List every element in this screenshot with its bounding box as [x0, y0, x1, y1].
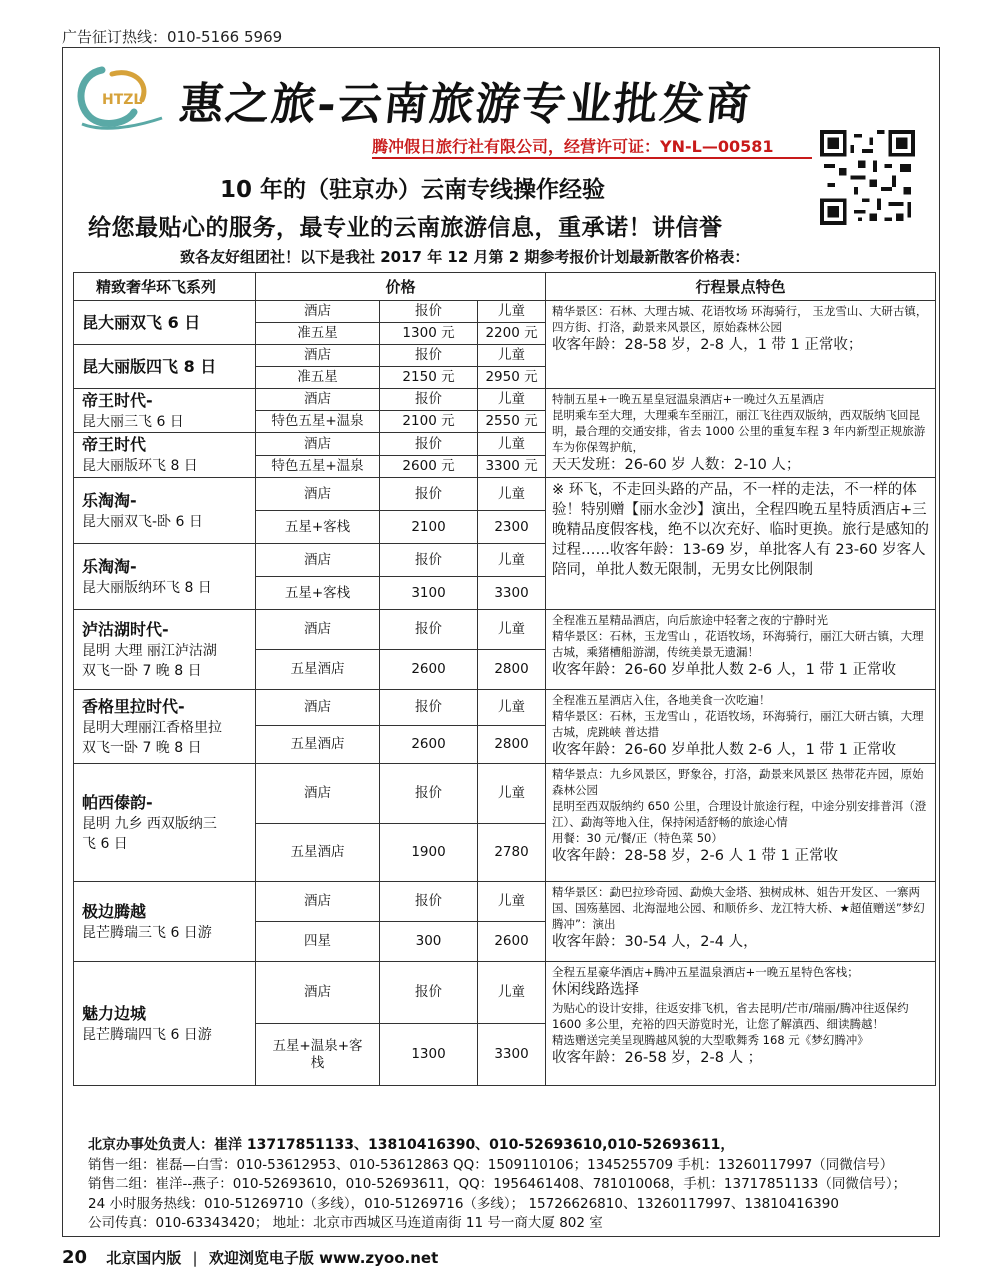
product-name-cell — [74, 345, 256, 389]
label-child: 儿童 — [478, 345, 546, 367]
adult-price: 3100 — [380, 577, 478, 610]
company-logo — [72, 62, 167, 132]
label-child: 儿童 — [478, 690, 546, 726]
product-route: 昆明大理丽江香格里拉 双飞一卧 7 晚 8 日 — [82, 719, 222, 756]
product-name-cell — [74, 433, 256, 478]
features-cell — [546, 610, 936, 690]
hotel-level: 准五星 — [256, 323, 380, 345]
table-row — [74, 610, 936, 650]
child-price: 3300 元 — [478, 456, 546, 478]
feature-line: 为贴心的设计安排，往返安排飞机，省去昆明/芒市/瑞丽/腾冲往返保约 1600 多公里，充裕的四天游览时光，让您了解滇西、细读腾越！ — [552, 1001, 909, 1031]
adult-price: 1900 — [380, 824, 478, 882]
label-hotel: 酒店 — [256, 962, 380, 1024]
product-name: 乐淘淘- — [82, 490, 137, 510]
logo-text: HTZL — [102, 92, 143, 108]
hotel-level: 准五星 — [256, 367, 380, 389]
product-name: 极边腾越 — [82, 901, 147, 921]
feature-age-note: 收客年龄：26-60 岁单批人数 2-6 人，1 带 1 正常收 — [552, 662, 896, 678]
adult-price: 1300 元 — [380, 323, 478, 345]
slogan-service: 给您最贴心的服务，最专业的云南旅游信息，重承诺！讲信誉 — [88, 215, 723, 241]
product-name: 昆大丽版四飞 8 日 — [82, 356, 217, 376]
header-features: 行程景点特色 — [546, 273, 936, 301]
product-name: 帝王时代 — [82, 435, 147, 454]
label-price: 报价 — [380, 882, 478, 922]
hotel-level: 五星酒店 — [256, 726, 380, 764]
product-name-cell — [74, 882, 256, 962]
adult-price: 2600 — [380, 650, 478, 690]
product-name: 帕西傣韵- — [82, 792, 153, 812]
label-price: 报价 — [380, 433, 478, 456]
ad-hotline: 广告征订热线：010-5166 5969 — [62, 28, 283, 46]
adult-price: 2150 元 — [380, 367, 478, 389]
feature-age-note: ※ 环飞，不走回头路的产品，不一样的走法，不一样的体验！特别赠【丽水金沙】演出，全程四晚五星特质酒店+三晚精品度假客栈，绝不以次充好、临时更换。旅行是感知的过程……收客年龄：13-69 岁，单批客人有 23-60 岁客人陪同，单批人数无限制，无男女比例限制 — [552, 482, 930, 578]
section-name: 北京国内版 — [106, 1249, 182, 1267]
label-hotel: 酒店 — [256, 690, 380, 726]
table-row — [74, 690, 936, 726]
label-child: 儿童 — [478, 389, 546, 411]
feature-line: 精华景区：石林，玉龙雪山 ，花语牧场，环海骑行，丽江大研古镇，大理古城，虎跳峡 普达措 — [552, 709, 924, 739]
product-route: 昆大丽版环飞 8 日 — [82, 458, 198, 474]
feature-line: 精华景点：九乡风景区，野象谷，打洛，勐景来风景区 热带花卉园，原始森林公园 — [552, 767, 924, 797]
label-hotel: 酒店 — [256, 478, 380, 511]
feature-line: 用餐：30 元/餐/正（特色菜 50） — [552, 831, 723, 845]
product-route: 昆大丽双飞-卧 6 日 — [82, 513, 203, 530]
product-name-cell — [74, 544, 256, 610]
label-price: 报价 — [380, 389, 478, 411]
feature-line: 昆明至西双版纳约 650 公里，合理设计旅途行程，中途分别安排普洱（澄江）、勐海等地入住，保持闲适舒畅的旅途心情 — [552, 799, 927, 829]
label-price: 报价 — [380, 544, 478, 577]
feature-age-note: 收客年龄：26-60 岁单批人数 2-6 人，1 带 1 正常收 — [552, 742, 896, 758]
label-hotel: 酒店 — [256, 544, 380, 577]
label-hotel: 酒店 — [256, 345, 380, 367]
hotel-level: 五星酒店 — [256, 650, 380, 690]
hotel-level: 特色五星+温泉 — [256, 456, 380, 478]
table-row — [74, 478, 936, 511]
product-name: 帝王时代- — [82, 390, 153, 410]
page-footer — [62, 1247, 438, 1268]
qr-code — [820, 130, 915, 225]
product-route: 昆芒腾瑞三飞 6 日游 — [82, 924, 212, 941]
adult-price: 2100 — [380, 511, 478, 544]
features-cell — [546, 478, 936, 610]
contact-line: 北京办事处负责人：崔洋 13717851133、13810416390、010-52693610,010-52693611， — [88, 1137, 735, 1153]
label-child: 儿童 — [478, 478, 546, 511]
greeting-line: 致各友好组团社！以下是我社 2017 年 12 月第 2 期参考报价计划最新散客价格表： — [180, 248, 750, 266]
label-hotel: 酒店 — [256, 301, 380, 323]
product-route: 昆大丽三飞 6 日 — [82, 413, 184, 430]
feature-line: 精华景区：勐巴拉珍奇园、勐焕大金塔、独树成林、姐告开发区、一寨两国、国殇墓园、北海湿地公园、和顺侨乡、龙江特大桥、★超值赠送”梦幻腾冲”：演出 — [552, 885, 925, 931]
table-row — [74, 389, 936, 411]
child-price: 2550 元 — [478, 411, 546, 433]
product-name: 泸沽湖时代- — [82, 619, 169, 639]
label-child: 儿童 — [478, 962, 546, 1024]
product-route: 昆明 大理 丽江泸沽湖 双飞一卧 7 晚 8 日 — [82, 642, 217, 679]
features-cell — [546, 962, 936, 1086]
label-hotel: 酒店 — [256, 882, 380, 922]
table-row — [74, 962, 936, 1024]
features-cell — [546, 764, 936, 882]
hotel-level: 五星酒店 — [256, 824, 380, 882]
contact-line: 销售一组：崔磊—白雪：010-53612953、010-53612863 QQ：1509110106；1345255709 手机：13260117997（同微信号） — [88, 1156, 894, 1173]
product-name-cell — [74, 962, 256, 1086]
company-underline — [372, 157, 812, 159]
feature-age-note: 收客年龄：26-58 岁，2-8 人 ； — [552, 1050, 763, 1066]
label-child: 儿童 — [478, 544, 546, 577]
label-child: 儿童 — [478, 610, 546, 650]
features-cell — [546, 389, 936, 478]
features-cell — [546, 882, 936, 962]
hotel-level: 五星+客栈 — [256, 511, 380, 544]
product-route: 昆明 九乡 西双版纳三 飞 6 日 — [82, 815, 217, 852]
child-price: 2800 — [478, 650, 546, 690]
child-price: 2950 元 — [478, 367, 546, 389]
label-price: 报价 — [380, 610, 478, 650]
product-name: 魅力边城 — [82, 1003, 147, 1023]
contact-line: 销售二组：崔洋--燕子：010-52693610，010-52693611，QQ：1956461408、781010068，手机：13717851133（同微信号）； — [88, 1176, 907, 1192]
contact-line: 公司传真：010-63343420； 地址：北京市西城区马连道南街 11 号一商大厦 802 室 — [88, 1215, 603, 1231]
price-table — [73, 272, 936, 1086]
hotel-level: 五星+温泉+客 栈 — [256, 1024, 380, 1086]
child-price: 3300 — [478, 577, 546, 610]
hotel-level: 特色五星+温泉 — [256, 411, 380, 433]
table-row — [74, 764, 936, 824]
feature-age-note: 天天发班：26-60 岁 人数：2-10 人； — [552, 457, 801, 473]
features-cell — [546, 301, 936, 389]
product-route: 昆大丽版纳环飞 8 日 — [82, 579, 212, 596]
table-row — [74, 301, 936, 323]
table-row — [74, 882, 936, 922]
product-name-cell — [74, 389, 256, 433]
label-child: 儿童 — [478, 433, 546, 456]
child-price: 2600 — [478, 922, 546, 962]
hotel-level: 四星 — [256, 922, 380, 962]
adult-price: 2600 元 — [380, 456, 478, 478]
label-price: 报价 — [380, 301, 478, 323]
product-name: 昆大丽双飞 6 日 — [82, 312, 201, 332]
feature-line: 精华景区：石林，玉龙雪山 ，花语牧场，环海骑行，丽江大研古镇，大理古城，乘猪槽船游湖，传统美景无遗漏！ — [552, 629, 924, 659]
label-price: 报价 — [380, 764, 478, 824]
child-price: 3300 — [478, 1024, 546, 1086]
header-price: 价格 — [256, 273, 546, 301]
label-hotel: 酒店 — [256, 610, 380, 650]
child-price: 2800 — [478, 726, 546, 764]
child-price: 2200 元 — [478, 323, 546, 345]
hotel-level: 五星+客栈 — [256, 577, 380, 610]
feature-age-note: 收客年龄：30-54 人，2-4 人， — [552, 934, 758, 950]
feature-line: 全程准五星精品酒店，向后旅途中轻奢之夜的宁静时光 — [552, 613, 829, 627]
feature-line: 昆明乘车至大理，大理乘车至丽江，丽江飞往西双版纳，西双版纳飞回昆明，最合理的交通安排，省去 1000 公里的重复车程 3 年内新型正规旅游车为你保驾护航， — [552, 408, 926, 454]
feature-age-note: 收客年龄：28-58 岁，2-6 人 1 带 1 正常收 — [552, 848, 838, 864]
product-name-cell — [74, 478, 256, 544]
browse-text: 欢迎浏览电子版 — [208, 1249, 314, 1267]
features-cell — [546, 690, 936, 764]
adult-price: 2100 元 — [380, 411, 478, 433]
label-child: 儿童 — [478, 882, 546, 922]
contact-line: 24 小时服务热线：010-51269710（多线），010-51269716（多线）； 15726626810、13260117997、13810416390 — [88, 1195, 839, 1212]
label-child: 儿童 — [478, 301, 546, 323]
label-price: 报价 — [380, 345, 478, 367]
feature-line: 全程准五星酒店入住，各地美食一次吃遍！ — [552, 693, 771, 707]
label-hotel: 酒店 — [256, 433, 380, 456]
footer-separator: | — [192, 1249, 198, 1267]
product-name: 乐淘淘- — [82, 556, 137, 576]
website-url: www.zyoo.net — [319, 1249, 439, 1267]
feature-line: 精选赠送完美呈现腾越风貌的大型歌舞秀 168 元《梦幻腾冲》 — [552, 1033, 869, 1047]
label-price: 报价 — [380, 962, 478, 1024]
label-hotel: 酒店 — [256, 389, 380, 411]
adult-price: 2600 — [380, 726, 478, 764]
company-license: 腾冲假日旅行社有限公司，经营许可证：YN-L—00581 — [372, 137, 774, 156]
product-route: 昆芒腾瑞四飞 6 日游 — [82, 1026, 212, 1043]
label-hotel: 酒店 — [256, 764, 380, 824]
contact-block — [88, 1136, 938, 1234]
product-name-cell — [74, 690, 256, 764]
feature-line: 特制五星+一晚五星皇冠温泉酒店+一晚过久五星酒店 — [552, 392, 825, 406]
feature-highlight: 休闲线路选择 — [552, 982, 640, 998]
slogan-experience: 10 年的（驻京办）云南专线操作经验 — [220, 177, 606, 203]
product-name-cell — [74, 610, 256, 690]
feature-line: 精华景区：石林、大理古城、花语牧场 环海骑行， 玉龙雪山、大研古镇，四方街、打洛，勐景来风景区，原始森林公园 — [552, 304, 928, 334]
product-name-cell — [74, 764, 256, 882]
adult-price: 1300 — [380, 1024, 478, 1086]
header-series: 精致奢华环飞系列 — [74, 273, 256, 301]
child-price: 2780 — [478, 824, 546, 882]
feature-age-note: 收客年龄：28-58 岁，2-8 人，1 带 1 正常收； — [552, 337, 863, 353]
label-child: 儿童 — [478, 764, 546, 824]
label-price: 报价 — [380, 690, 478, 726]
page-number: 20 — [62, 1247, 88, 1268]
adult-price: 300 — [380, 922, 478, 962]
product-name: 香格里拉时代- — [82, 696, 185, 716]
product-name-cell — [74, 301, 256, 345]
brand-title: 惠之旅-云南旅游专业批发商 — [176, 79, 755, 130]
label-price: 报价 — [380, 478, 478, 511]
child-price: 2300 — [478, 511, 546, 544]
feature-line: 全程五星豪华酒店+腾冲五星温泉酒店+一晚五星特色客栈； — [552, 965, 859, 979]
